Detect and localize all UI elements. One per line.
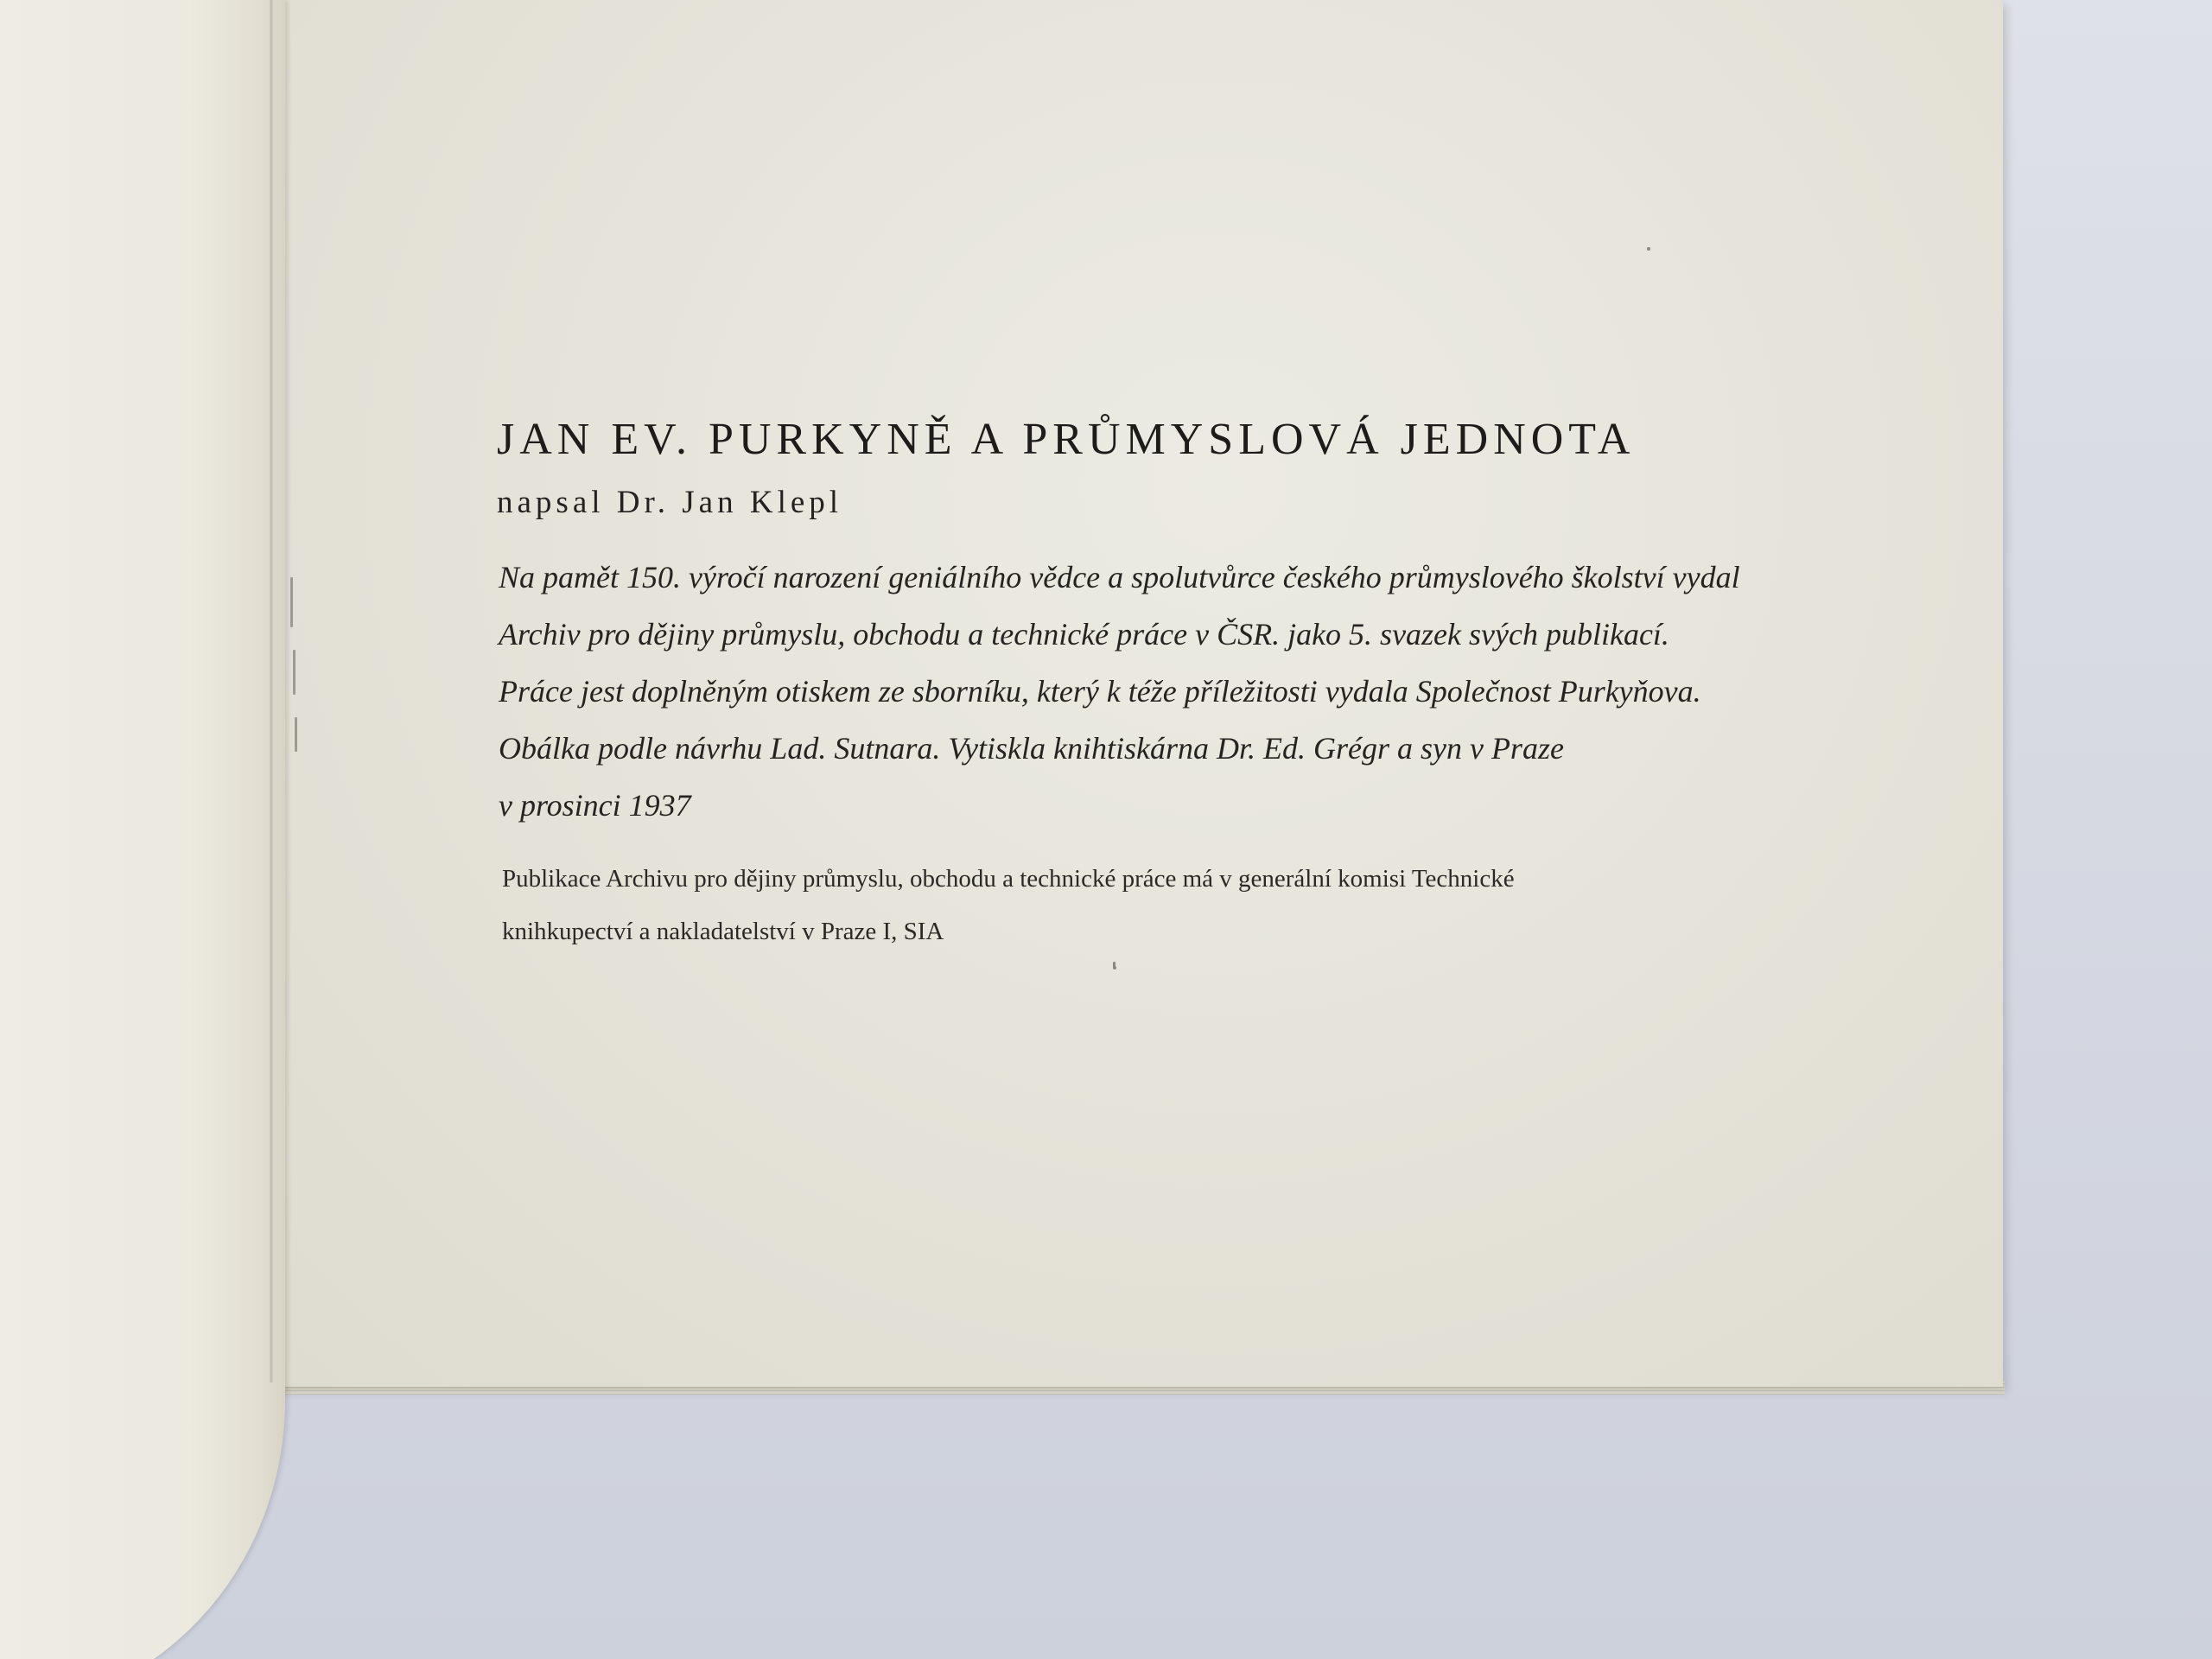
colophon-line: Archiv pro dějiny průmyslu, obchodu a technické práce v ČSR. jako 5. svazek svých publikací. (499, 616, 1669, 652)
binding-stitch (295, 717, 297, 752)
paper-speck (1647, 247, 1650, 251)
colophon-line: v prosinci 1937 (499, 787, 691, 823)
binding-stitch (293, 650, 296, 695)
imprint-line: Publikace Archivu pro dějiny průmyslu, obchodu a technické práce má v generální komisi Technické (502, 864, 1515, 893)
colophon-line: Na pamět 150. výročí narození geniálního vědce a spolutvůrce českého průmyslového školství vydal (499, 559, 1740, 594)
author-line: napsal Dr. Jan Klepl (497, 485, 843, 521)
imprint-line: knihkupectví a nakladatelství v Praze I, SIA (502, 917, 944, 945)
title-page-text (497, 413, 1741, 958)
book-title: JAN EV. PURKYNĚ A PRŮMYSLOVÁ JEDNOTA (497, 415, 1636, 464)
binding-stitch (290, 577, 293, 627)
book-spine (270, 0, 273, 1382)
publisher-imprint (502, 853, 1741, 958)
colophon-line: Práce jest doplněným otiskem ze sborníku, který k téže příležitosti vydala Společnost Purkyňova. (499, 673, 1701, 709)
paper-speck (1113, 962, 1116, 969)
colophon (499, 549, 1741, 834)
left-page (0, 0, 285, 1659)
colophon-line: Obálka podle návrhu Lad. Sutnara. Vytiskla knihtiskárna Dr. Ed. Grégr a syn v Praze (499, 730, 1564, 766)
